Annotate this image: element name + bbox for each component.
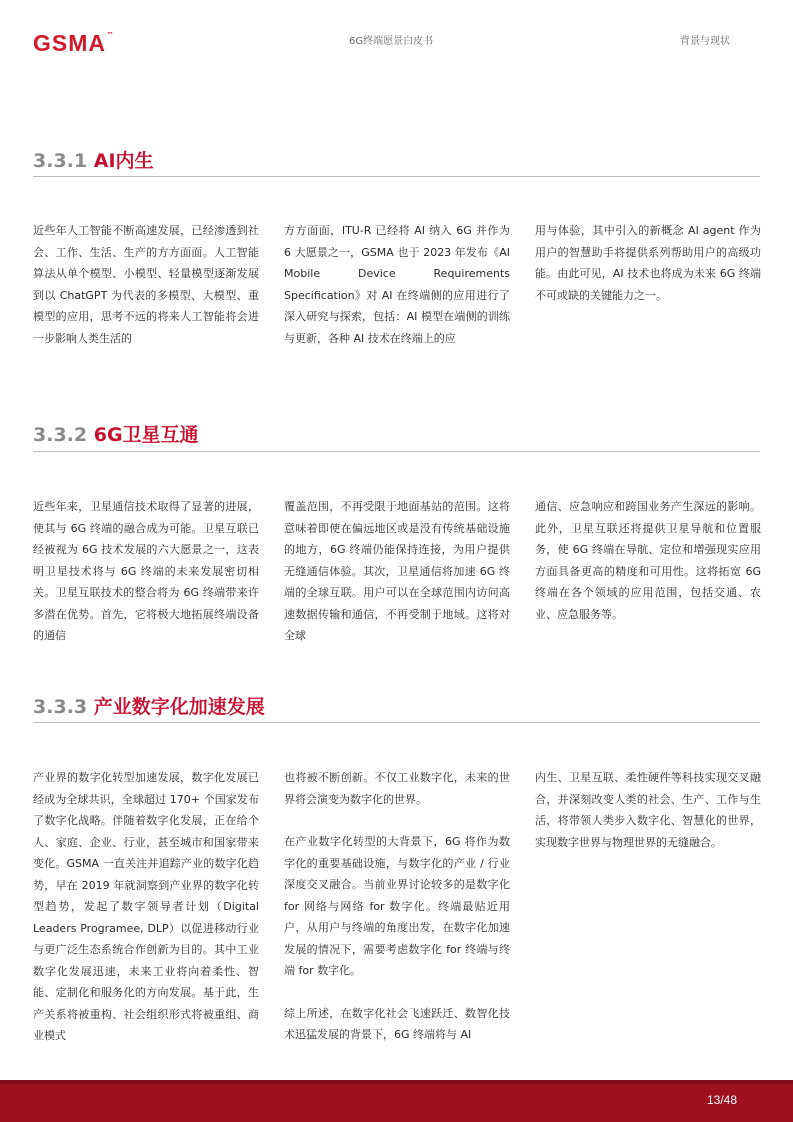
section-number: 3.3.1 (33, 150, 88, 172)
paragraph: 覆盖范围，不再受限于地面基站的范围。这将意味着即使在偏远地区或是没有传统基础设施的地方，6G 终端仍能保持连接，为用户提供无缝通信体验。其次，卫星通信将加速 6G 终端的全球互联。用户可以在全球范围内访问高速数据传输和通信，不再受制于地域。这将对全球 (284, 500, 510, 642)
paragraph: 方方面面，ITU-R 已经将 AI 纳入 6G 并作为 6 大愿景之一，GSMA 也于 2023 年发布《AI Mobile Device Requirements Specification》对 AI 在终端侧的应用进行了深入研究与探索，包括：AI 模型在端侧的训练与更新，各种 AI 技术在终端上的应 (284, 224, 510, 345)
footer-rim (0, 1080, 793, 1084)
section-divider (33, 451, 760, 452)
text-column (33, 220, 259, 370)
text-column (33, 496, 259, 668)
paragraph: 通信、应急响应和跨国业务产生深远的影响。此外，卫星互联还将提供卫星导航和位置服务，使 6G 终端在导航、定位和增强现实应用方面具备更高的精度和可用性。这将拓宽 6G 终端在各个领域的应用范围，包括交通、农业、应急服务等。 (535, 500, 761, 621)
chapter-title: 背景与现状 (680, 36, 730, 47)
text-column (284, 767, 510, 1067)
text-column (284, 496, 510, 668)
text-column (535, 496, 761, 646)
section-heading-satellite (33, 420, 199, 447)
paragraph: 内生、卫星互联、柔性硬件等科技实现交叉融合，并深刻改变人类的社会、生产、工作与生活，将带领人类步入数字化、智慧化的世界，实现数字世界与物理世界的无缝融合。 (535, 771, 761, 849)
paragraph: 产业界的数字化转型加速发展，数字化发展已经成为全球共识，全球超过 170+ 个国家发布了数字化战略。伴随着数字化发展，正在给个人、家庭、企业、行业，甚至城市和国家带来变化。GSMA 一直关注并追踪产业的数字化趋势，早在 2019 年就洞察到产业界的数字化转型趋势，发起了数字领导者计划（Digital Leaders Programee, DLP）以促进移动行业与更广泛生态系统合作创新为目的。其中工业数字化发展迅速，未来工业将向着柔性、智能、定制化和服务化的方向发展。基于此，生产关系将被重构、社会组织形式将被重组、商业模式 (33, 771, 259, 1042)
paragraph: 近些年人工智能不断高速发展，已经渗透到社会、工作、生活、生产的方方面面。人工智能算法从单个模型、小模型、轻量模型逐渐发展到以 ChatGPT 为代表的多模型、大模型、重模型的应用，思考不远的将来人工智能将会进一步影响人类生活的 (33, 224, 259, 345)
paragraph: 综上所述，在数字化社会飞速跃迁、数智化技术迅猛发展的背景下，6G 终端将与 AI (284, 1006, 510, 1041)
text-column (535, 220, 761, 327)
section-divider (33, 722, 760, 723)
paragraph: 也将被不断创新。不仅工业数字化，未来的世界将会演变为数字化的世界。 (284, 771, 510, 806)
text-column (535, 767, 761, 874)
paragraph: 在产业数字化转型的大背景下，6G 将作为数字化的重要基础设施，与数字化的产业 / 行业深度交叉融合。当前业界讨论较多的是数字化 for 网络与网络 for 数字化。终端最贴近用户，从用户与终端的角度出发，在数字化加速发展的情况下，需要考虑数字化 for 终端与终端 for 数字化。 (284, 835, 510, 977)
section-title: 产业数字化加速发展 (93, 696, 265, 718)
section-number: 3.3.2 (33, 424, 88, 446)
section-title: 6G卫星互通 (93, 424, 199, 446)
footer-band (0, 1080, 793, 1122)
section-heading-ai (33, 146, 154, 173)
text-column (33, 767, 259, 1068)
page-number: 13/48 (706, 1093, 737, 1107)
paragraph: 用与体验，其中引入的新概念 AI agent 作为用户的智慧助手将提供系列帮助用户的高级功能。由此可见，AI 技术也将成为未来 6G 终端不可或缺的关键能力之一。 (535, 224, 761, 302)
document-title: 6G终端愿景白皮书 (349, 36, 434, 47)
section-number: 3.3.3 (33, 696, 88, 718)
section-divider (33, 176, 760, 177)
paragraph: 近些年来，卫星通信技术取得了显著的进展，使其与 6G 终端的融合成为可能。卫星互联已经被视为 6G 技术发展的六大愿景之一，这表明卫星技术将与 6G 终端的未来发展密切相关。卫星互联技术的整合将为 6G 终端带来许多潜在优势。首先，它将极大地拓展终端设备的通信 (33, 500, 259, 642)
section-title: AI内生 (93, 150, 154, 172)
text-column (284, 220, 510, 370)
gsma-logo: GSMA™ (33, 30, 114, 56)
section-heading-digitalization (33, 692, 265, 719)
